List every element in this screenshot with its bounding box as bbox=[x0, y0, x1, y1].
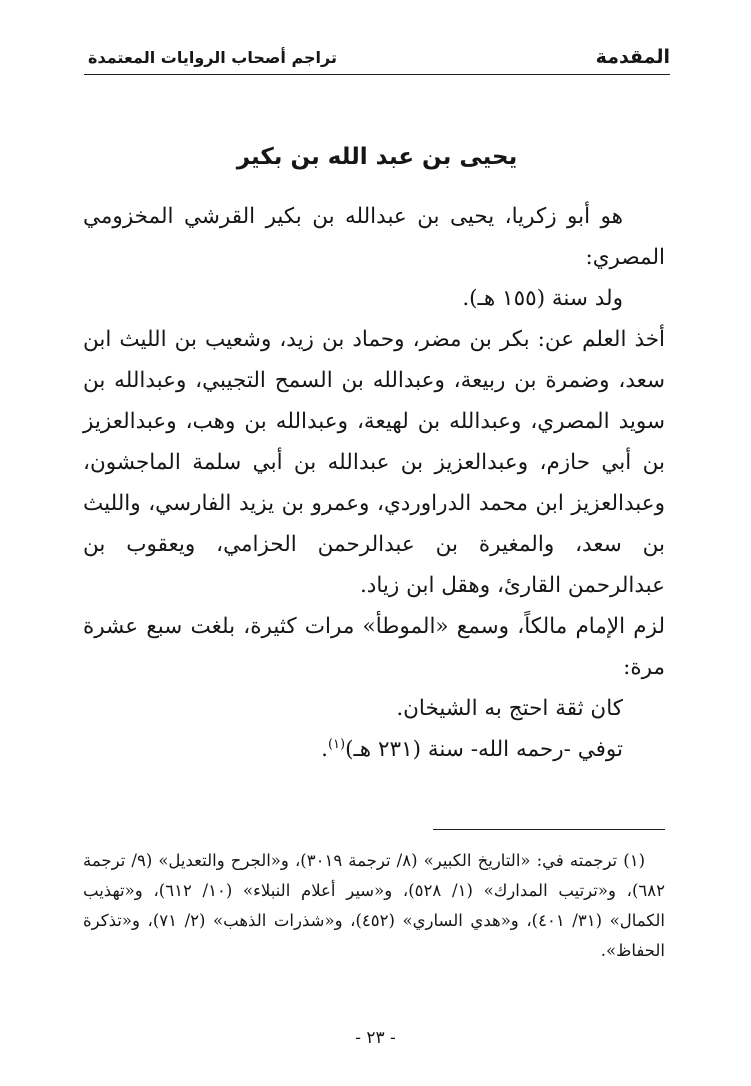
death-text: توفي -رحمه الله- سنة (٢٣١ هـ) bbox=[345, 737, 623, 762]
entry-body bbox=[83, 196, 665, 770]
footnote-marker: (١) bbox=[623, 851, 645, 870]
book-title: تراجم أصحاب الروايات المعتمدة bbox=[88, 48, 337, 67]
footnote-separator bbox=[433, 829, 665, 830]
footnote-text: ترجمته في: «التاريخ الكبير» (٨/ ترجمة ٣٠١٩)، و«الجرح والتعديل» (٩/ ترجمة ٦٨٢)، و«ترتيب المدارك» (١/ ٥٢٨)، و«سير أعلام النبلاء» (١٠/ ٦١٢)، و«تهذيب الكمال» (٣١/ ٤٠١)، و«هدي الساري» (٤٥٢)، و«شذرات الذهب» (٢/ ٧١)، و«تذكرة الحفاظ». bbox=[83, 851, 665, 960]
paragraph-reliability: كان ثقة احتج به الشيخان. bbox=[396, 696, 623, 721]
entry-title: يحيى بن عبد الله بن بكير bbox=[236, 144, 518, 170]
paragraph-death bbox=[83, 729, 665, 770]
running-header bbox=[84, 44, 670, 75]
paragraph-birth: ولد سنة (١٥٥ هـ). bbox=[462, 286, 623, 311]
footnote-reference[interactable]: (١) bbox=[327, 736, 346, 752]
paragraph-teachers: أخذ العلم عن: بكر بن مضر، وحماد بن زيد، وشعيب بن الليث ابن سعد، وضمرة بن ربيعة، وعبدالله بن السمح التجيبي، وعبدالله بن سويد المصري، وعبدالله بن لهيعة، وعبدالله بن وهب، وعبدالعزيز بن أبي حازم، وعبدالعزيز بن عبدالله بن أبي سلمة الماجشون، وعبدالعزيز ابن محمد الدراوردي، وعمرو بن يزيد الفارسي، والليث بن سعد، والمغيرة بن عبدالرحمن الحزامي، ويعقوب بن عبدالرحمن القارئ، وهقل ابن زياد. bbox=[83, 327, 665, 598]
footnote bbox=[83, 846, 665, 966]
page-number: - ٢٣ - bbox=[355, 1028, 396, 1048]
section-title: المقدمة bbox=[595, 46, 670, 68]
paragraph-muwatta: لزم الإمام مالكاً، وسمع «الموطأ» مرات كثيرة، بلغت سبع عشرة مرة: bbox=[83, 614, 665, 680]
paragraph-lineage: هو أبو زكريا، يحيى بن عبدالله بن بكير القرشي المخزومي المصري: bbox=[83, 204, 665, 270]
death-text-end: . bbox=[321, 737, 328, 762]
